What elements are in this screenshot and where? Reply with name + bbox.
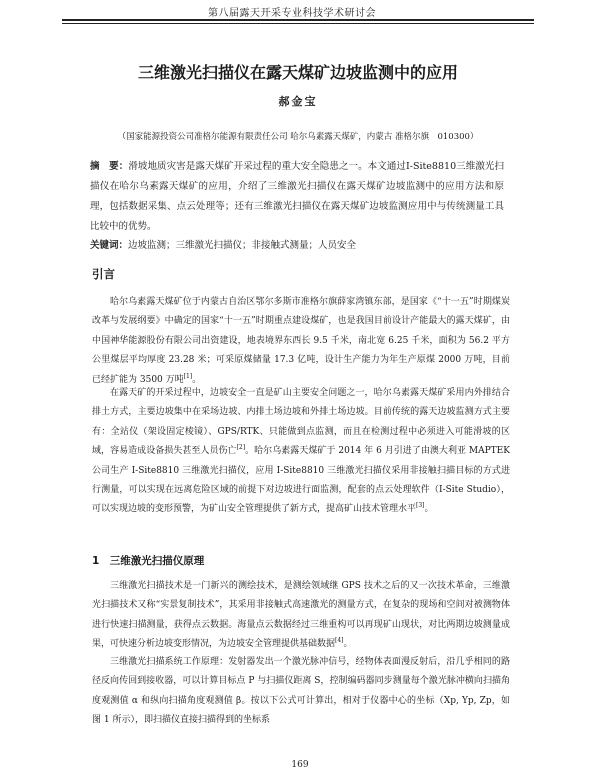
paragraph-text: 三维激光扫描技术是一门新兴的测绘技术，是测绘领域继 GPS 技术之后的又一次技术革命，三维激光扫描技术又称“实景复制技术”，其采用非接触式高速激光的测量方式，在复杂的现场和空间对被测物体进行快速扫描测量，获得点云数据。海量点云数据经过三维重构可以再现矿山现状，对比两期边坡测量成果，可快速分析边坡变形情况，为边坡安全管理提供基础数据 bbox=[92, 581, 510, 650]
paragraph-intro-1: 哈尔乌素露天煤矿位于内蒙古自治区鄂尔多斯市准格尔旗薛家湾镇东部，是国家《“十一五”时期煤炭改革与发展纲要》中确定的国家“十一五”时期重点建设煤矿，也是我国目前设计产能最大的露天煤矿，由中国神华能源股份有限公司出资建设，地表境界东西长 9.5 千米，南北宽 6.25 千米，面积为 56.2 平方公里煤层平均厚度 23.28 米；可采原煤储量 17.3 亿吨，设计生产能力为年生产原煤 2000 万吨，目前已经扩能为 3500 万吨[1]。 bbox=[92, 297, 510, 385]
page-number: 169 bbox=[291, 760, 309, 770]
paragraph-text: 哈尔乌素露天煤矿位于内蒙古自治区鄂尔多斯市准格尔旗薛家湾镇东部，是国家《“十一五”时期煤炭改革与发展纲要》中确定的国家“十一五”时期重点建设煤矿，也是我国目前设计产能最大的露天煤矿，由中国神华能源股份有限公司出资建设，地表境界东西长 9.5 千米，南北宽 6.25 千米，面积为 56.2 平方公里煤层平均厚度 23.28 米；可采原煤储量 17.3 亿吨，设计生产能力为年生产原煤 2000 万吨，目前已经扩能为 3500 万吨 bbox=[92, 297, 510, 385]
paragraph-text: 。哈尔乌素露天煤矿于 2014 年 6 月引进了由澳大利亚 MAPTEK 公司生产 I-Site8810 三维激光扫描仪，应用 I-Site8810 三维激光扫描仪采用非接触扫描目标的方式进行测量，可以实现在远离危险区域的前提下对边坡进行面监测，配套的点云处理软件（I-Site Studio），可以实现边坡的变形预警，为矿山安全管理提供了新方式，提高矿山技术管理水平 bbox=[92, 446, 510, 515]
citation-ref: [3] bbox=[416, 502, 425, 510]
running-header: 第八届露天开采专业科技学术研讨会 bbox=[208, 8, 376, 19]
paper-title: 三维激光扫描仪在露天煤矿边坡监测中的应用 bbox=[137, 63, 458, 82]
section-heading-1: 1 三维激光扫描仪原理 bbox=[92, 555, 205, 567]
abstract-label: 摘 要： bbox=[90, 161, 129, 172]
keywords-text: 边坡监测；三维激光扫描仪；非接触式测量；人员安全 bbox=[128, 240, 357, 251]
header-rule-thin bbox=[62, 23, 534, 24]
author-name: 郝金宝 bbox=[278, 95, 318, 108]
paragraph-intro-2: 在露天矿的开采过程中，边坡安全一直是矿山主要安全问题之一，哈尔乌素露天煤矿采用内外排结合排土方式，主要边坡集中在采场边坡、内排土场边坡和外排土场边坡。目前传统的露天边坡监测方式主要有：全站仪（架设固定棱镜）、GPS/RTK、只能做到点监测，而且在检测过程中必须进入可能滑坡的区域，容易造成设备损失甚至人员伤亡[2]。哈尔乌素露天煤矿于 2014 年 6 月引进了由澳大利亚 MAPTEK 公司生产 I-Site8810 三维激光扫描仪，应用 I-Site8810 三维激光扫描仪采用非接触扫描目标的方式进行测量，可以实现在远离危险区域的前提下对边坡进行面监测，配套的点云处理软件（I-Site Studio），可以实现边坡的变形预警，为矿山安全管理提供了新方式，提高矿山技术管理水平[3]。 bbox=[92, 388, 510, 515]
abstract-text: 滑坡地质灾害是露天煤矿开采过程的重大安全隐患之一。本文通过I-Site8810三维激光扫描仪在哈尔乌素露天煤矿的应用，介绍了三维激光扫描仪在露天煤矿边坡监测中的应用方法和原理，包括数据采集、点云处理等；还有三维激光扫描仪在露天煤矿边坡监测应用中与传统测量工具比较中的优势。 bbox=[90, 161, 504, 232]
paragraph-section1-1: 三维激光扫描技术是一门新兴的测绘技术，是测绘领域继 GPS 技术之后的又一次技术革命，三维激光扫描技术又称“实景复制技术”，其采用非接触式高速激光的测量方式，在复杂的现场和空间对被测物体进行快速扫描测量，获得点云数据。海量点云数据经过三维重构可以再现矿山现状，对比两期边坡测量成果，可快速分析边坡变形情况，为边坡安全管理提供基础数据[4]。 bbox=[92, 581, 510, 650]
author-affiliation: （国家能源投资公司准格尔能源有限责任公司 哈尔乌素露天煤矿，内蒙古 准格尔旗 010300） bbox=[117, 132, 479, 142]
abstract bbox=[90, 157, 504, 237]
section-heading-intro: 引言 bbox=[92, 267, 115, 281]
keywords bbox=[90, 236, 504, 256]
citation-ref: [4] bbox=[335, 637, 344, 645]
keywords-label: 关键词： bbox=[90, 240, 129, 251]
paragraph-text: 三维激光扫描系统工作原理：发射器发出一个激光脉冲信号，经物体表面漫反射后，沿几乎相同的路径反向传回到接收器，可以计算目标点 P 与扫描仪距离 S，控制编码器同步测量每个激光脉冲横向扫描角度观测值 α 和纵向扫描角度观测值 β。按以下公式可计算出，相对于仪器中心的坐标（Xp, Yp, Zp，如图 1 所示），即扫描仪直接扫描得到的坐标系 bbox=[92, 657, 510, 726]
paragraph-section1-2 bbox=[92, 653, 510, 731]
citation-ref: [2] bbox=[236, 444, 246, 452]
citation-ref: [1] bbox=[183, 372, 193, 380]
paragraph-text: 在露天矿的开采过程中，边坡安全一直是矿山主要安全问题之一，哈尔乌素露天煤矿采用内外排结合排土方式，主要边坡集中在采场边坡、内排土场边坡和外排土场边坡。目前传统的露天边坡监测方式主要有：全站仪（架设固定棱镜）、GPS/RTK、只能做到点监测，而且在检测过程中必须进入可能滑坡的区域，容易造成设备损失甚至人员伤亡 bbox=[92, 388, 510, 457]
header-rule-thick bbox=[62, 19, 534, 21]
